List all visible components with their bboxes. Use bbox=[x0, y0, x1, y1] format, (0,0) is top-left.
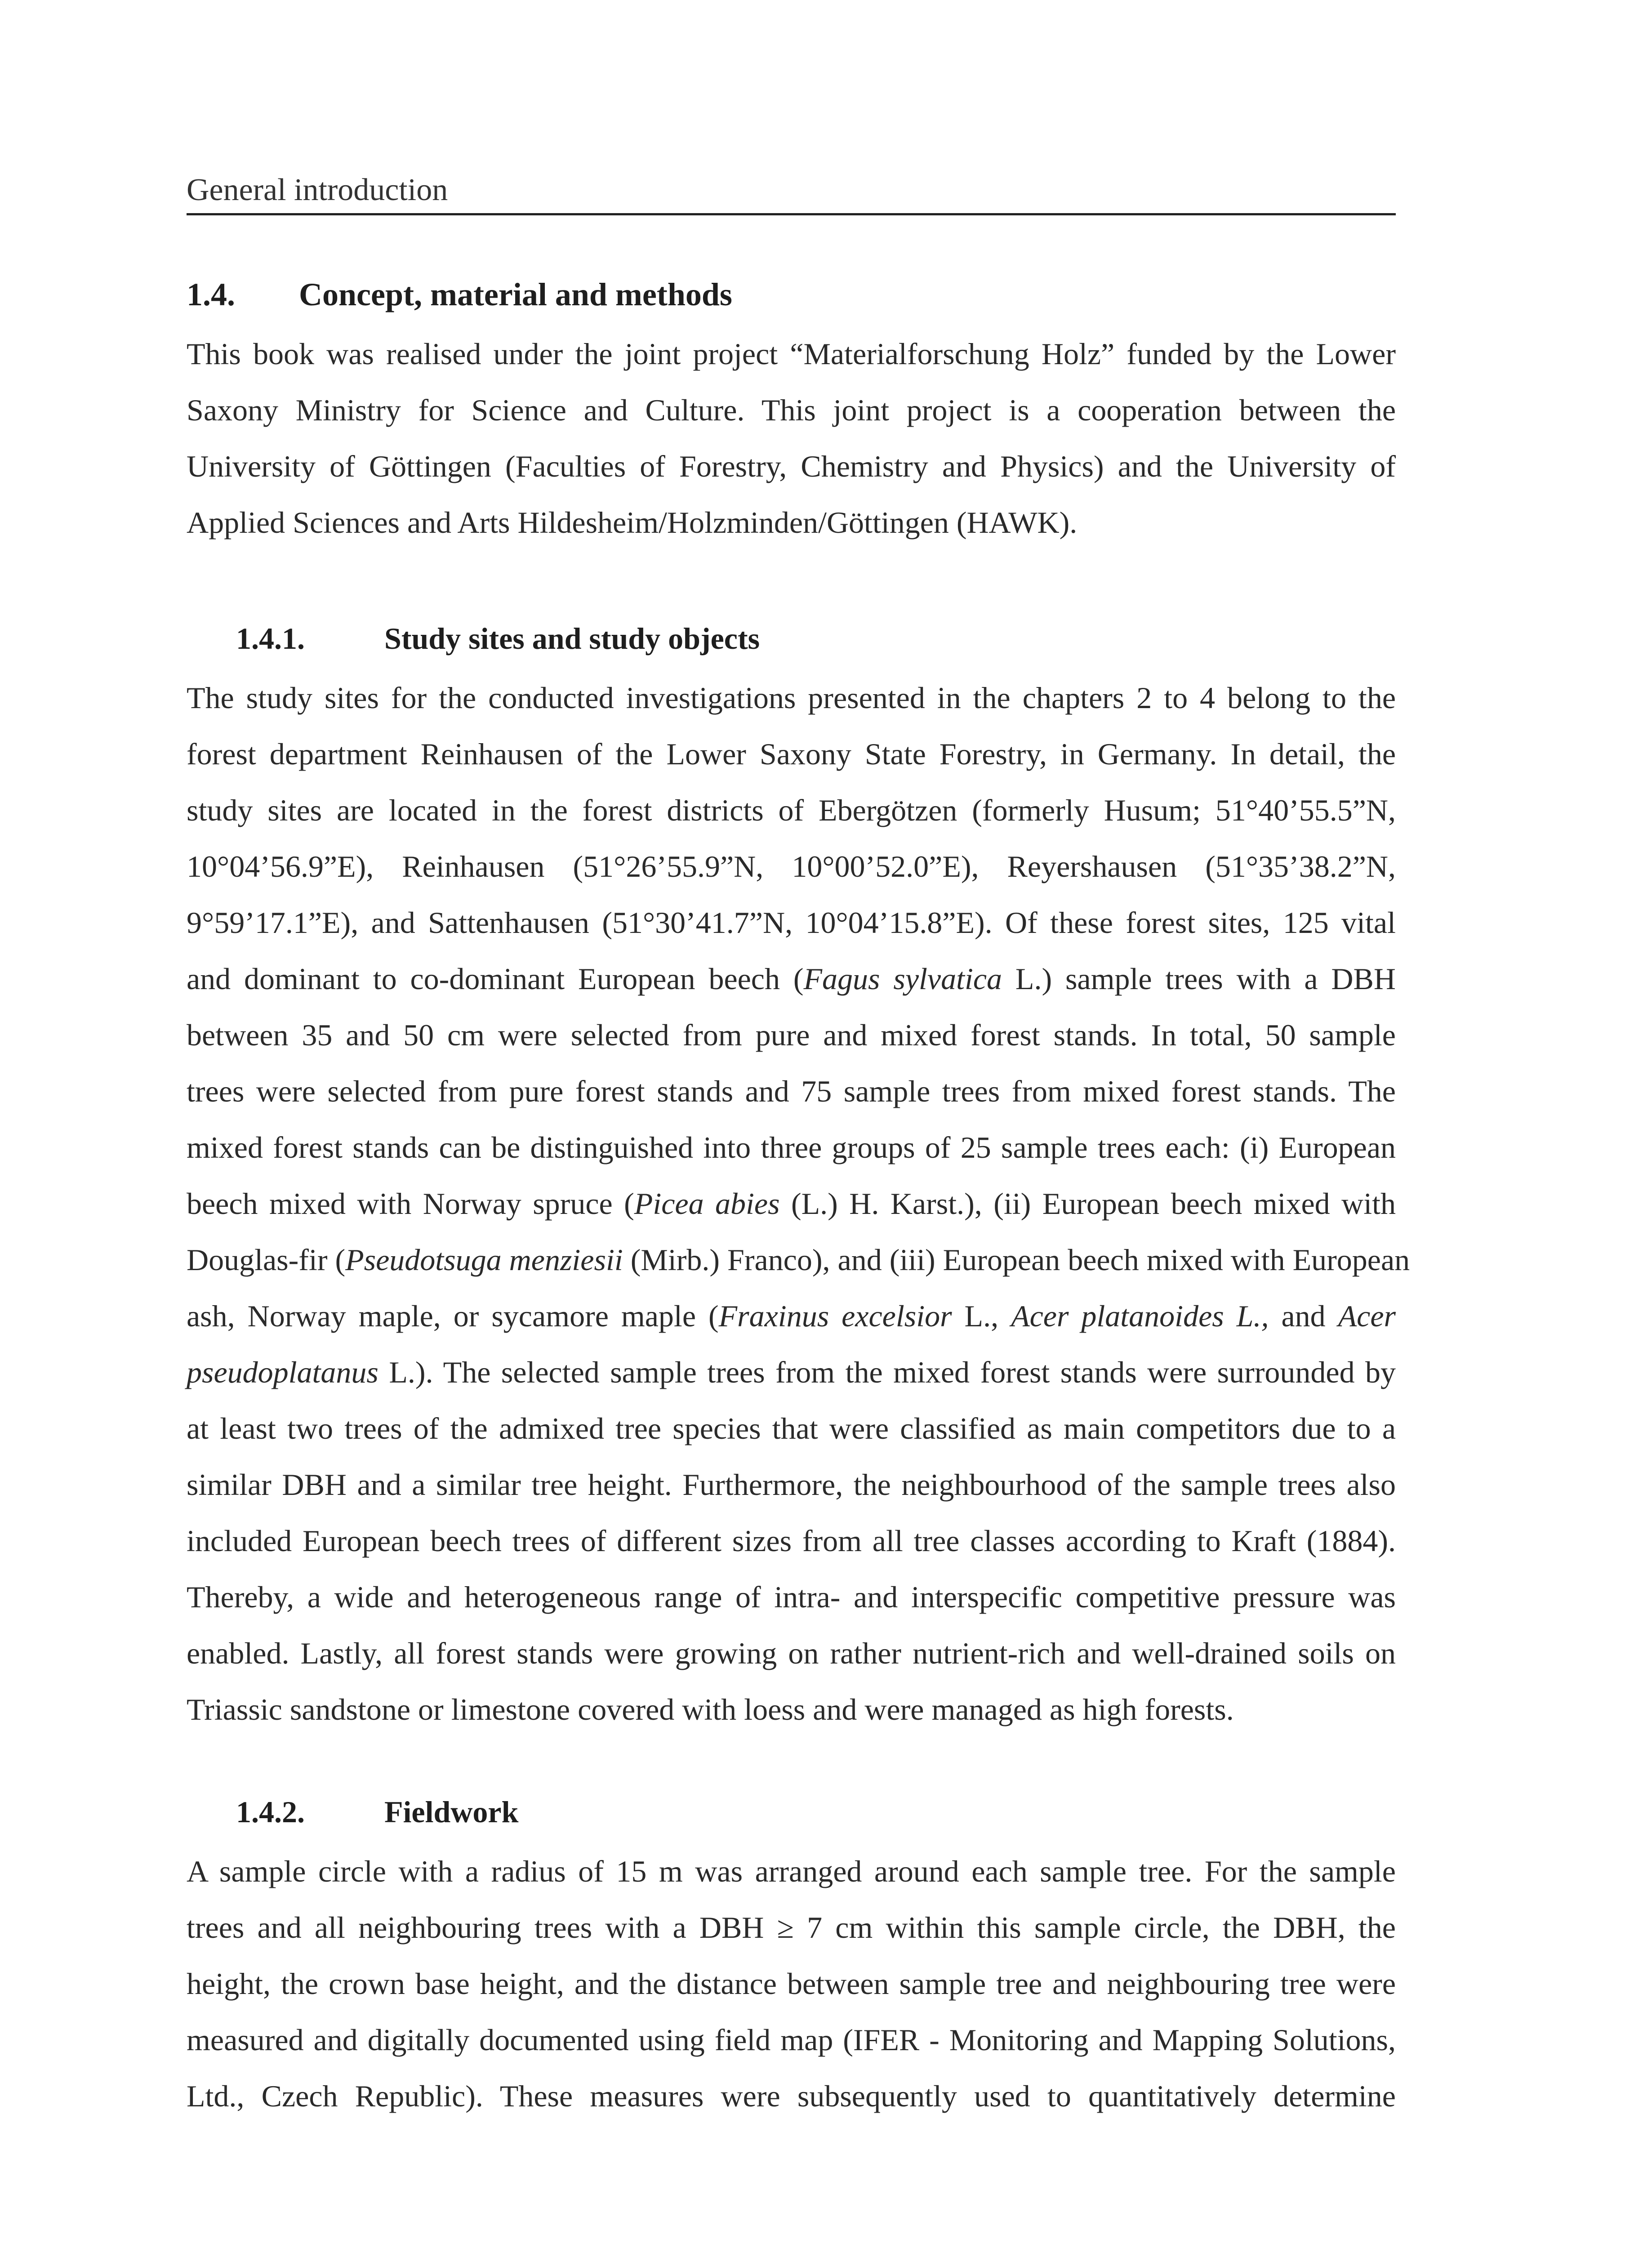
species-name: Fraxinus excelsior bbox=[718, 1299, 952, 1333]
text-line: study sites are located in the forest districts of Ebergötzen (formerly Husum; 51°40’55.5”N, bbox=[187, 793, 1396, 827]
species-name: Picea abies bbox=[634, 1186, 780, 1221]
text-line: Triassic sandstone or limestone covered with loess and were managed as high forests. bbox=[187, 1692, 1234, 1726]
text-line: Thereby, a wide and heterogeneous range of intra- and interspecific competitive pressure was bbox=[187, 1580, 1396, 1614]
text-line: enabled. Lastly, all forest stands were growing on rather nutrient-rich and well-drained soils on bbox=[187, 1636, 1396, 1670]
text-line: measured and digitally documented using field map (IFER - Monitoring and Mapping Solutions, bbox=[187, 2023, 1396, 2057]
text-line: pseudoplatanus L.). The selected sample trees from the mixed forest stands were surrounded by bbox=[187, 1355, 1396, 1389]
section-heading bbox=[187, 274, 1396, 315]
text-line: trees and all neighbouring trees with a DBH ≥ 7 cm within this sample circle, the DBH, the bbox=[187, 1910, 1396, 1945]
subsection-title: Fieldwork bbox=[384, 1795, 519, 1829]
text-line: between 35 and 50 cm were selected from pure and mixed forest stands. In total, 50 sample bbox=[187, 1018, 1396, 1052]
text-line: mixed forest stands can be distinguished into three groups of 25 sample trees each: (i) European bbox=[187, 1130, 1396, 1164]
text-line: Ltd., Czech Republic). These measures were subsequently used to quantitatively determine bbox=[187, 2079, 1396, 2113]
paragraph bbox=[187, 326, 1396, 551]
section-title: Concept, material and methods bbox=[299, 277, 732, 312]
text-line: included European beech trees of different sizes from all tree classes according to Kraft (1884). bbox=[187, 1524, 1396, 1558]
text-line: ash, Norway maple, or sycamore maple (Fraxinus excelsior L., Acer platanoides L., and Acer bbox=[187, 1299, 1396, 1333]
species-name: Fagus sylvatica bbox=[803, 962, 1002, 996]
species-name: Acer bbox=[1338, 1299, 1396, 1333]
subsection-title: Study sites and study objects bbox=[384, 621, 760, 656]
text-line: 9°59’17.1”E), and Sattenhausen (51°30’41.7”N, 10°04’15.8”E). Of these forest sites, 125 vital bbox=[187, 905, 1396, 940]
section-1-4-1 bbox=[187, 618, 1410, 1738]
section-number: 1.4. bbox=[187, 277, 235, 312]
text-line: and dominant to co-dominant European beech (Fagus sylvatica L.) sample trees with a DBH bbox=[187, 962, 1396, 996]
section-1-4-2 bbox=[187, 1792, 1396, 2124]
subsection-number: 1.4.2. bbox=[236, 1795, 305, 1829]
text-line: Saxony Ministry for Science and Culture. This joint project is a cooperation between the bbox=[187, 393, 1396, 427]
text-line: A sample circle with a radius of 15 m was arranged around each sample tree. For the sample bbox=[187, 1854, 1396, 1888]
text-line: Douglas-fir (Pseudotsuga menziesii (Mirb.) Franco), and (iii) European beech mixed with European bbox=[187, 1243, 1410, 1277]
species-name: Pseudotsuga menziesii bbox=[345, 1243, 623, 1277]
text-line: Applied Sciences and Arts Hildesheim/Holzminden/Göttingen (HAWK). bbox=[187, 505, 1078, 540]
species-name: pseudoplatanus bbox=[187, 1355, 378, 1389]
text-line: 10°04’56.9”E), Reinhausen (51°26’55.9”N, 10°00’52.0”E), Reyershausen (51°35’38.2”N, bbox=[187, 849, 1396, 883]
subsection-number: 1.4.1. bbox=[236, 621, 305, 656]
running-header: General introduction bbox=[187, 170, 1396, 215]
text-line: beech mixed with Norway spruce (Picea abies (L.) H. Karst.), (ii) European beech mixed with bbox=[187, 1186, 1396, 1221]
text-line: This book was realised under the joint project “Materialforschung Holz” funded by the Lower bbox=[187, 337, 1396, 371]
section-1-4 bbox=[187, 274, 1396, 551]
text-line: at least two trees of the admixed tree species that were classified as main competitors due to a bbox=[187, 1411, 1396, 1445]
paragraph bbox=[187, 670, 1410, 1738]
subsection-heading bbox=[187, 1792, 1396, 1832]
text-line: trees were selected from pure forest stands and 75 sample trees from mixed forest stands. The bbox=[187, 1074, 1396, 1108]
subsection-heading bbox=[187, 618, 1396, 659]
text-line: forest department Reinhausen of the Lower Saxony State Forestry, in Germany. In detail, the bbox=[187, 737, 1396, 771]
text-line: height, the crown base height, and the distance between sample tree and neighbouring tree were bbox=[187, 1967, 1396, 2001]
species-name: Acer platanoides L., bbox=[1011, 1299, 1269, 1333]
text-line: University of Göttingen (Faculties of Forestry, Chemistry and Physics) and the University of bbox=[187, 449, 1396, 483]
text-line: similar DBH and a similar tree height. Furthermore, the neighbourhood of the sample trees also bbox=[187, 1467, 1396, 1502]
paragraph bbox=[187, 1843, 1396, 2124]
text-line: The study sites for the conducted investigations presented in the chapters 2 to 4 belong to the bbox=[187, 681, 1396, 715]
